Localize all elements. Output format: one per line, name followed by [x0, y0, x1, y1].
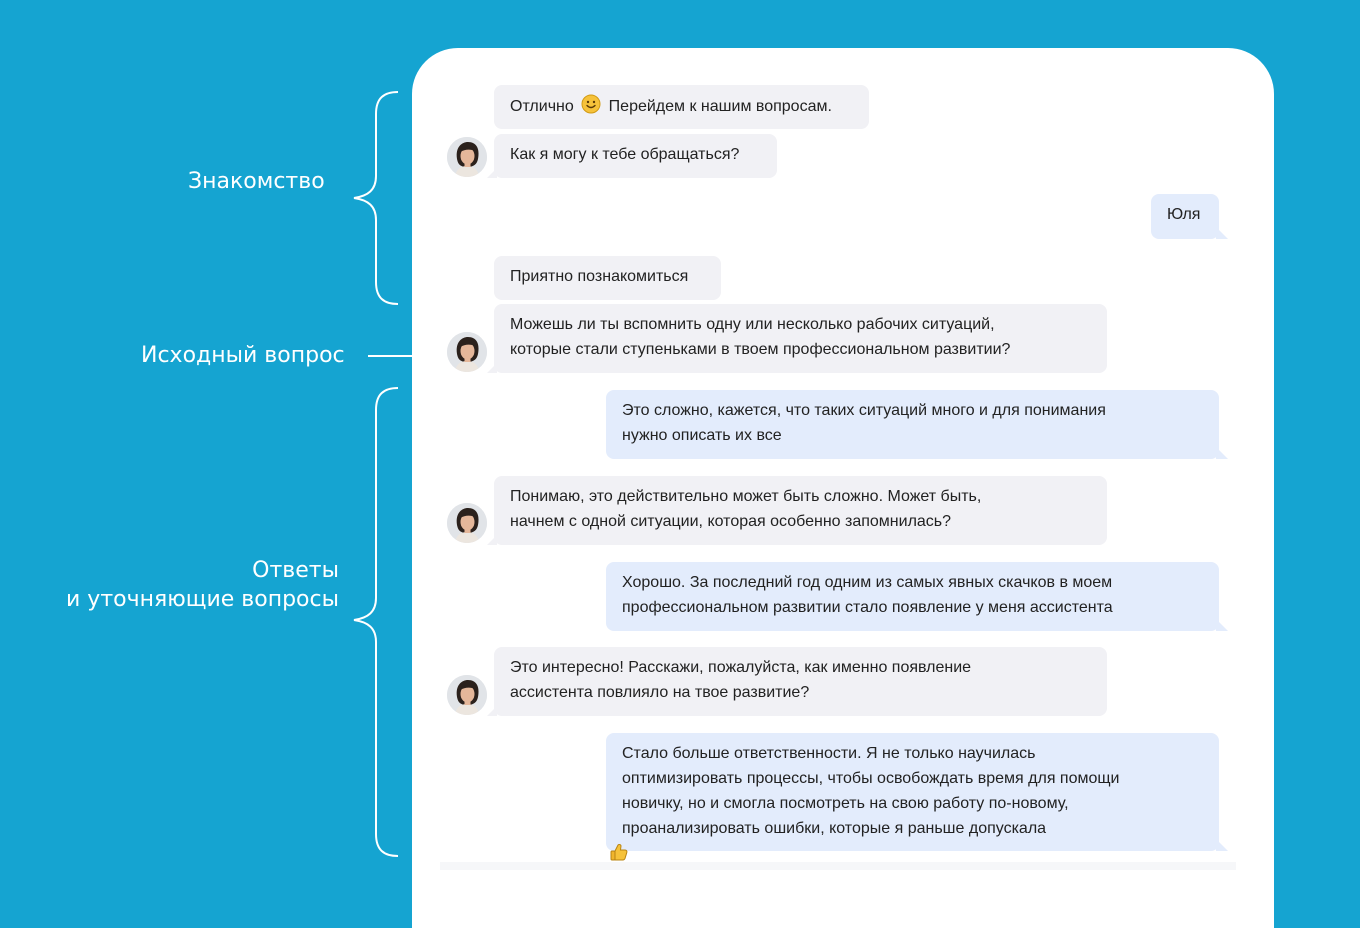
bot-message [494, 134, 777, 178]
message-line: Как я могу к тебе обращаться? [510, 146, 740, 163]
brace-acquaintance [350, 90, 402, 306]
label-initial-question: Исходный вопрос [141, 343, 345, 368]
message-line: Приятно познакомиться [510, 268, 689, 285]
message-line: профессиональном развитии стало появление у меня ассистента [622, 599, 1113, 616]
message-line: Это интересно! Расскажи, пожалуйста, как именно появление [510, 659, 972, 676]
message-line: Стало больше ответственности. Я не только научилась [622, 745, 1036, 762]
user-message [606, 390, 1219, 459]
message-line: Хорошо. За последний год одним из самых явных скачков в моем [622, 574, 1113, 591]
bot-message [494, 256, 721, 300]
brace-answers [350, 386, 402, 858]
message-line [510, 94, 853, 122]
message-line: Понимаю, это действительно может быть сложно. Может быть, [510, 488, 982, 505]
label-answers-line1: Ответы [252, 558, 339, 583]
bot-message [494, 476, 1107, 545]
user-message [1151, 194, 1219, 239]
assistant-avatar [447, 137, 487, 177]
message-text: Перейдем к нашим вопросам. [608, 98, 832, 115]
message-line: Можешь ли ты вспомнить одну или несколько рабочих ситуаций, [510, 316, 995, 333]
message-line: новичку, но и смогла посмотреть на свою работу по-новому, [622, 795, 1069, 812]
assistant-avatar [447, 503, 487, 543]
assistant-avatar [447, 332, 487, 372]
label-answers [66, 556, 339, 614]
message-line: начнем с одной ситуации, которая особенно запомнилась? [510, 513, 952, 530]
assistant-avatar [447, 675, 487, 715]
message-line: ассистента повлияло на твое развитие? [510, 684, 810, 701]
message-line: оптимизировать процессы, чтобы освобождать время для помощи [622, 770, 1120, 787]
user-message [606, 562, 1219, 631]
smile-emoji-icon [581, 94, 601, 122]
label-answers-line2: и уточняющие вопросы [66, 587, 339, 612]
message-line: которые стали ступеньками в твоем профессиональном развитии? [510, 341, 1011, 358]
message-line: Юля [1167, 206, 1201, 223]
message-line: проанализировать ошибки, которые я раньше допускала [622, 820, 1047, 837]
bot-message [494, 304, 1107, 373]
label-acquaintance: Знакомство [188, 169, 325, 194]
bot-message [494, 647, 1107, 716]
user-message [606, 733, 1219, 851]
message-text: Отлично [510, 98, 574, 115]
message-line: нужно описать их все [622, 427, 782, 444]
message-line: Это сложно, кажется, что таких ситуаций много и для понимания [622, 402, 1106, 419]
chat-input-divider [440, 862, 1236, 870]
bot-message [494, 85, 869, 129]
